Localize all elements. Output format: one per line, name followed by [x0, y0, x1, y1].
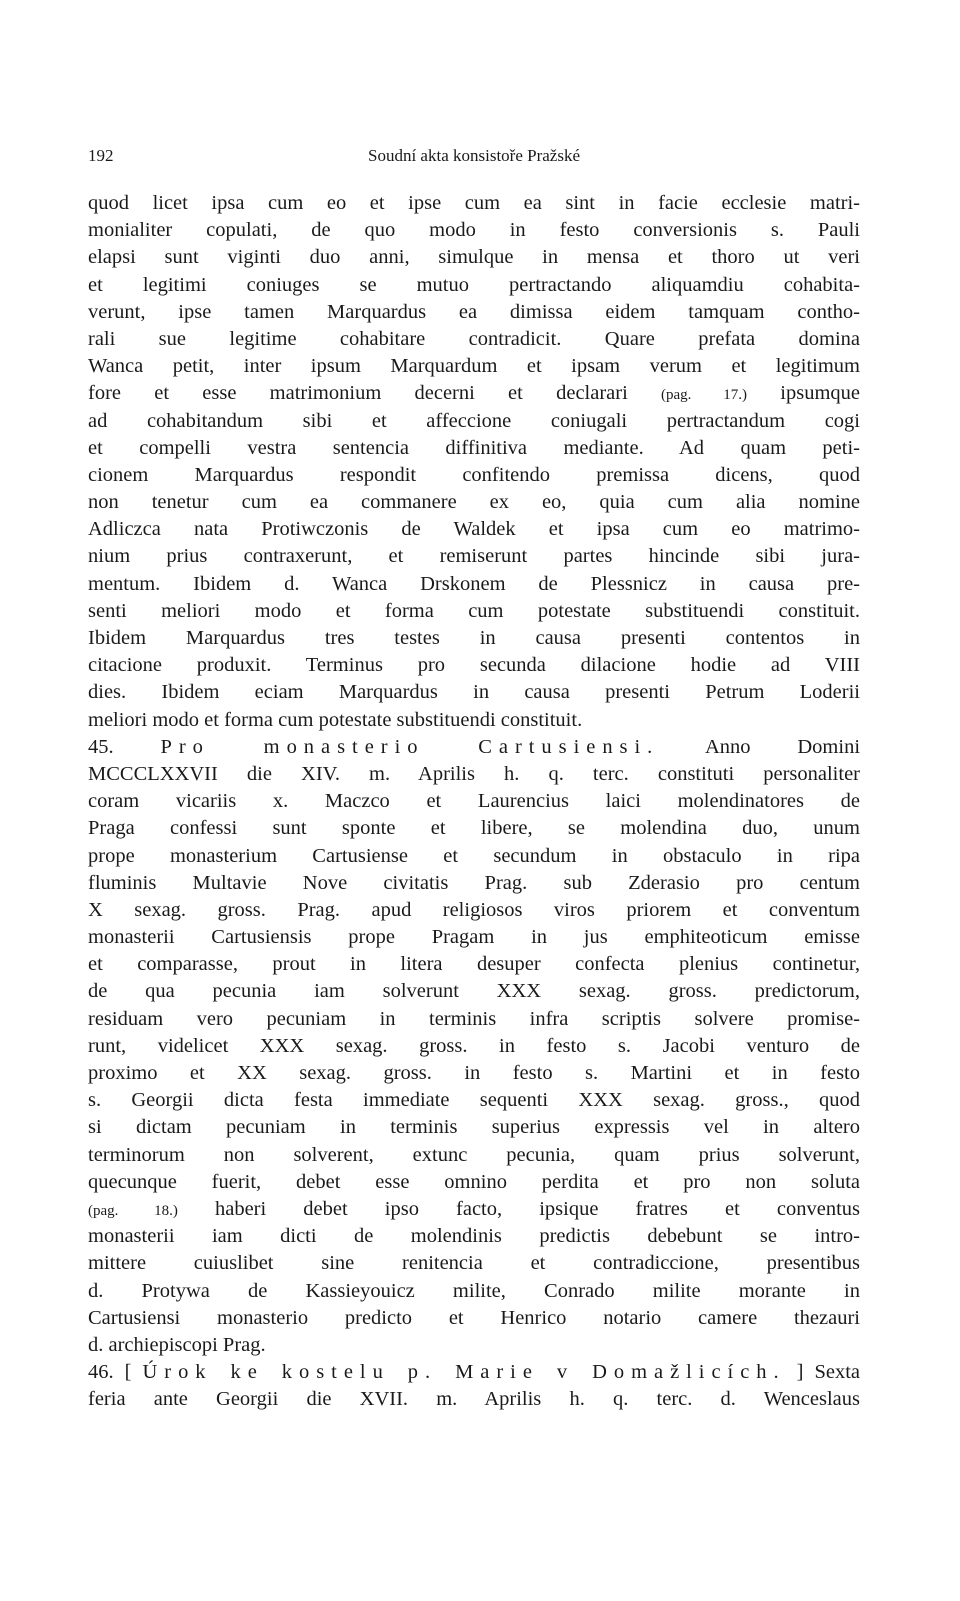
- text-line: [88, 1033, 860, 1060]
- text-line: [88, 1278, 860, 1305]
- text-segment: elapsi sunt viginti duo anni, simulque in mensa et thoro ut veri: [88, 246, 860, 269]
- text-line: [88, 326, 860, 353]
- text-segment: d. Protywa de Kassieyouicz milite, Conrado milite morante in: [88, 1279, 860, 1302]
- text-segment: nium prius contraxerunt, et remiserunt partes hincinde sibi jura-: [88, 545, 860, 568]
- text-segment: ] Sexta: [796, 1361, 861, 1384]
- text-line: [88, 244, 860, 271]
- text-segment: quod licet ipsa cum eo et ipse cum ea sint in facie ecclesie matri-: [88, 192, 860, 214]
- text-segment: runt, videlicet XXX sexag. gross. in festo s. Jacobi venturo de: [88, 1034, 860, 1057]
- text-line: [88, 1006, 860, 1033]
- text-line: [88, 978, 860, 1005]
- body-text: [88, 190, 860, 1413]
- text-line: [88, 380, 860, 407]
- text-line: [88, 516, 860, 543]
- text-segment: Adliczca nata Protiwczonis de Waldek et ipsa cum eo matrimo-: [88, 518, 860, 541]
- text-segment: ipsumque: [780, 382, 861, 405]
- text-line: [88, 870, 860, 897]
- text-line: [88, 1250, 860, 1277]
- text-segment: X sexag. gross. Prag. apud religiosos viros priorem et conventum: [88, 898, 860, 921]
- text-line: [88, 652, 860, 679]
- text-segment: dies. Ibidem eciam Marquardus in causa presenti Petrum Loderii: [88, 681, 860, 704]
- text-segment: mittere cuiuslibet sine renitencia et contradiccione, presentibus: [88, 1252, 860, 1275]
- text-line: [88, 815, 860, 842]
- text-line: [88, 1196, 860, 1223]
- page-reference: (pag. 18.): [88, 1202, 178, 1219]
- text-segment: 45.: [88, 735, 114, 758]
- text-segment: MCCCLXXVII die XIV. m. Aprilis h. q. terc. constituti personaliter: [88, 762, 860, 785]
- text-segment: prope monasterium Cartusiense et secundum in obstaculo in ripa: [88, 844, 860, 867]
- text-line: [88, 1169, 860, 1196]
- text-segment: et compelli vestra sentencia diffinitiva mediante. Ad quam peti-: [88, 436, 860, 459]
- text-segment: monasterii Cartusiensis prope Pragam in jus emphiteoticum emisse: [88, 926, 860, 949]
- page-header: [88, 146, 860, 174]
- text-line: [88, 272, 860, 299]
- text-segment: monialiter copulati, de quo modo in festo conversionis s. Pauli: [88, 219, 860, 242]
- text-line: [88, 1114, 860, 1141]
- text-line: [88, 571, 860, 598]
- text-line: [88, 598, 860, 625]
- text-line: [88, 1060, 860, 1087]
- text-segment: Cartusiensi monasterio predicto et Henrico notario camere thezauri: [88, 1306, 860, 1329]
- text-line: [88, 489, 860, 516]
- text-segment: et legitimi coniuges se mutuo pertractando aliquamdiu cohabita-: [88, 273, 860, 296]
- text-segment: terminorum non solverent, extunc pecunia, quam prius solverunt,: [88, 1143, 860, 1166]
- text-segment: Wanca petit, inter ipsum Marquardum et ipsam verum et legitimum: [88, 355, 860, 378]
- text-segment: citacione produxit. Terminus pro secunda dilacione hodie ad VIII: [88, 654, 860, 677]
- page-reference: (pag. 17.): [661, 387, 748, 404]
- text-segment: d. archiepiscopi Prag.: [88, 1333, 266, 1356]
- text-line: [88, 707, 860, 734]
- text-line: [88, 843, 860, 870]
- text-segment: ad cohabitandum sibi et affeccione coniugali pertractandum cogi: [88, 409, 860, 432]
- text-segment: et comparasse, prout in litera desuper confecta plenius continetur,: [88, 953, 860, 976]
- text-segment: quecunque fuerit, debet esse omnino perdita et pro non soluta: [88, 1170, 860, 1193]
- section-heading: Úrok ke kostelu p. Marie v Domažlicích.: [142, 1361, 786, 1384]
- text-segment: de qua pecunia iam solverunt XXX sexag. gross. predictorum,: [88, 980, 860, 1003]
- text-line: [88, 217, 860, 244]
- text-segment: verunt, ipse tamen Marquardus ea dimissa eidem tamquam contho-: [88, 300, 860, 323]
- text-segment: fluminis Multavie Nove civitatis Prag. sub Zderasio pro centum: [88, 871, 860, 894]
- text-segment: s. Georgii dicta festa immediate sequenti XXX sexag. gross., quod: [88, 1089, 860, 1112]
- text-line: [88, 1359, 860, 1386]
- text-line: [88, 951, 860, 978]
- text-segment: Ibidem Marquardus tres testes in causa presenti contentos in: [88, 627, 860, 649]
- text-segment: Anno Domini: [704, 735, 861, 758]
- text-line: [88, 1142, 860, 1169]
- text-segment: fore et esse matrimonium decerni et declarari: [88, 382, 628, 405]
- text-line: [88, 679, 860, 706]
- text-line: [88, 788, 860, 815]
- text-line: [88, 435, 860, 462]
- text-line: [88, 1305, 860, 1332]
- text-segment: 46. [: [88, 1361, 132, 1384]
- text-line: [88, 734, 860, 761]
- text-line: [88, 1087, 860, 1114]
- text-segment: feria ante Georgii die XVII. m. Aprilis h. q. terc. d. Wenceslaus: [88, 1388, 860, 1411]
- text-line: [88, 353, 860, 380]
- text-line: [88, 897, 860, 924]
- text-segment: senti meliori modo et forma cum potestate substituendi constituit.: [88, 599, 860, 622]
- text-segment: coram vicariis x. Maczco et Laurencius laici molendinatores de: [88, 790, 860, 813]
- section-heading: Pro monasterio Cartusiensi.: [160, 735, 660, 758]
- page-number: 192: [88, 146, 114, 165]
- text-segment: monasterii iam dicti de molendinis predictis debebunt se intro-: [88, 1225, 860, 1248]
- text-line: [88, 1386, 860, 1413]
- text-segment: cionem Marquardus respondit confitendo premissa dicens, quod: [88, 463, 860, 486]
- text-line: [88, 462, 860, 489]
- text-line: [88, 543, 860, 570]
- text-line: [88, 1332, 860, 1359]
- text-line: [88, 408, 860, 435]
- text-segment: si dictam pecuniam in terminis superius expressis vel in altero: [88, 1116, 860, 1139]
- text-line: [88, 924, 860, 951]
- text-segment: non tenetur cum ea commanere ex eo, quia cum alia nomine: [88, 491, 860, 514]
- text-segment: residuam vero pecuniam in terminis infra scriptis solvere promise-: [88, 1007, 860, 1030]
- text-line: [88, 190, 860, 217]
- running-head: Soudní akta konsistoře Pražské: [368, 146, 580, 165]
- text-line: [88, 299, 860, 326]
- text-line: [88, 761, 860, 788]
- text-line: [88, 625, 860, 652]
- text-segment: meliori modo et forma cum potestate substituendi constituit.: [88, 708, 583, 731]
- text-segment: haberi debet ipso facto, ipsique fratres et conventus: [214, 1197, 860, 1220]
- text-segment: rali sue legitime cohabitare contradicit. Quare prefata domina: [88, 327, 860, 350]
- text-line: [88, 1223, 860, 1250]
- text-segment: proximo et XX sexag. gross. in festo s. Martini et in festo: [88, 1062, 860, 1084]
- text-segment: Praga confessi sunt sponte et libere, se molendina duo, unum: [88, 817, 860, 840]
- text-segment: mentum. Ibidem d. Wanca Drskonem de Plessnicz in causa pre-: [88, 572, 860, 595]
